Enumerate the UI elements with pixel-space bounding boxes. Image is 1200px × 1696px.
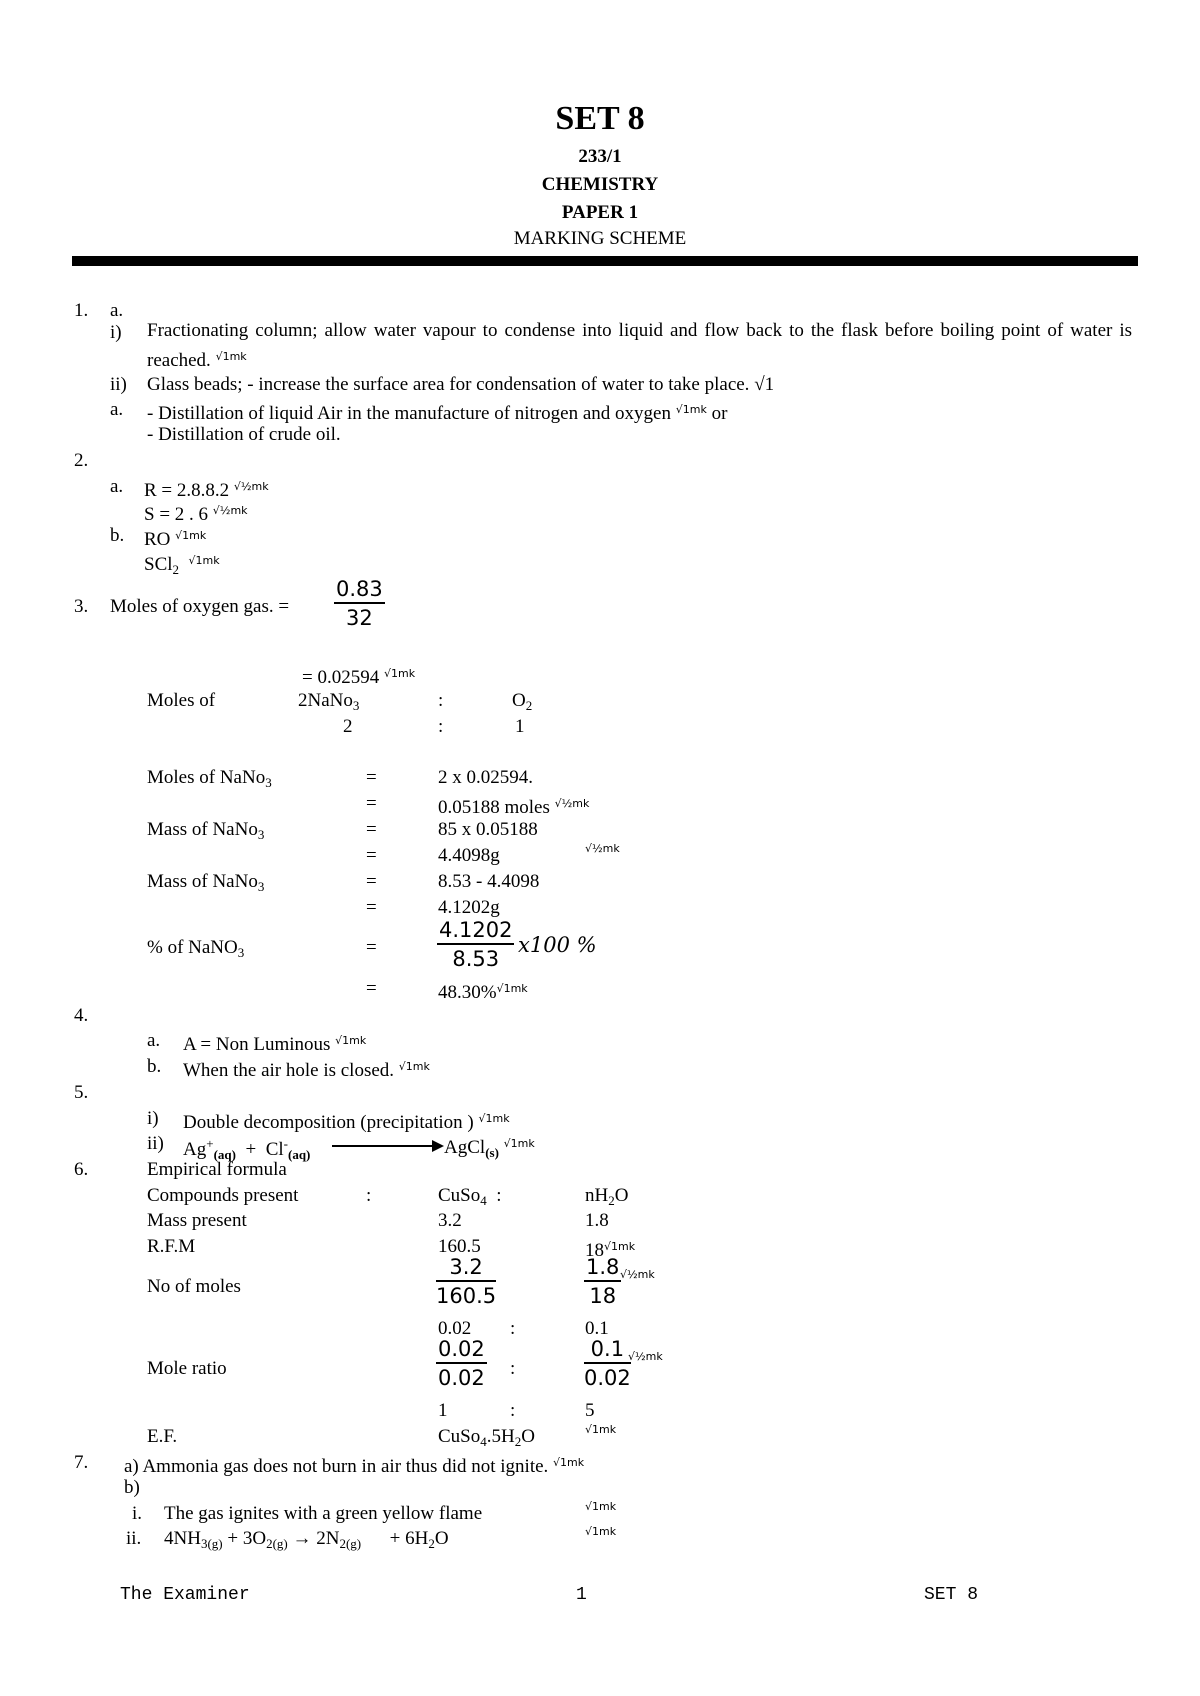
footer-page-number: 1: [576, 1585, 587, 1605]
q5-ii-label: ii): [147, 1133, 164, 1154]
check-mark: √1mk: [585, 1500, 617, 1513]
q6-r1: 160.5: [438, 1236, 481, 1257]
paper-code: 233/1: [578, 146, 622, 167]
label: Mass of NaNo: [147, 871, 258, 892]
q2-a-label: a.: [110, 476, 124, 497]
arrow-icon: →: [292, 1528, 312, 1549]
check-mark: √1mk: [335, 1034, 367, 1047]
formula: + 6H: [389, 1528, 429, 1549]
formula: + 3O: [222, 1528, 267, 1549]
header-rule: [72, 256, 1138, 266]
text: When the air hole is closed.: [183, 1060, 395, 1081]
q3-eq-8: =: [366, 978, 377, 999]
check-mark: √1mk: [215, 350, 247, 363]
paper-number: PAPER 1: [561, 202, 639, 223]
q3-eq-3: =: [366, 819, 377, 840]
q6-ratio-1: 1: [438, 1400, 448, 1421]
q7-ii-mark: [585, 1521, 616, 1547]
q6-m2: 1.8: [585, 1210, 609, 1231]
arrow-head-icon: [432, 1140, 444, 1152]
q1-ii: [147, 374, 774, 396]
superscript: -: [283, 1136, 288, 1151]
subscript: 3: [352, 698, 360, 713]
q3-v4: 4.4098g: [438, 845, 500, 866]
q3-colon-2: :: [438, 716, 444, 737]
subscript: 3: [237, 945, 245, 960]
q1-c-text: - Distillation of crude oil.: [147, 424, 341, 445]
q4-number: 4.: [74, 1005, 89, 1026]
check-mark: √½mk: [212, 504, 248, 517]
formula: CuSo: [438, 1426, 481, 1447]
subscript: 2: [525, 698, 533, 713]
q2-ro: [144, 525, 206, 551]
q1-i-text: [147, 318, 1132, 374]
subscript: 2(g): [339, 1536, 362, 1551]
subscript: 3: [265, 775, 272, 790]
formula: CuSo: [438, 1185, 481, 1206]
formula: AgCl: [444, 1137, 486, 1158]
q3-fraction: [334, 577, 385, 630]
q2-s-text: S = 2 . 6: [144, 504, 209, 525]
q3-eq-6: =: [366, 897, 377, 918]
numerator: 0.1: [584, 1337, 631, 1364]
subscript: 2: [428, 1536, 435, 1551]
q3-colon: :: [438, 690, 444, 711]
check-mark: √½mk: [554, 797, 590, 810]
q1-ii-text: Glass beads; - increase the surface area for condensation of water to take place.: [147, 374, 750, 395]
value: 0.05188 moles: [438, 797, 550, 818]
q3-eq-4: =: [366, 845, 377, 866]
check-mark: √1mk: [188, 554, 220, 567]
formula: .5H: [486, 1426, 515, 1447]
denominator: 0.02: [584, 1366, 631, 1390]
q7-ii-equation: [164, 1528, 449, 1555]
check-mark: √½mk: [628, 1350, 663, 1363]
q6-frac4: [584, 1337, 631, 1390]
q1-part-a: a.: [110, 300, 124, 321]
colon: :: [496, 1185, 502, 1206]
formula: Cl: [265, 1139, 284, 1160]
q3-mass-nano3: [147, 819, 264, 846]
q2-scl: [144, 550, 220, 581]
q7-ii-label: ii.: [126, 1528, 142, 1549]
q3-eq-5: =: [366, 871, 377, 892]
q6-ef-mark: [585, 1419, 616, 1445]
q3-v6: 4.1202g: [438, 897, 500, 918]
q6-rfm: R.F.M: [147, 1236, 196, 1257]
q7-a: [124, 1452, 584, 1478]
q1-ii-label: ii): [110, 374, 127, 395]
check-mark: √1mk: [383, 667, 416, 680]
q7-i-mark: [585, 1496, 616, 1522]
subscript: 2: [514, 1434, 522, 1449]
formula: nH: [585, 1185, 609, 1206]
q4-a: [183, 1030, 366, 1056]
q3-eq-1: =: [366, 767, 377, 788]
subscript: 3: [257, 879, 265, 894]
q6-nomoles: No of moles: [147, 1276, 241, 1297]
q7-i-label: i.: [132, 1503, 143, 1524]
subscript: 2: [172, 562, 180, 577]
subscript: (aq): [287, 1147, 311, 1162]
q3-eq-7: =: [366, 937, 377, 958]
q2-number: 2.: [74, 450, 89, 471]
check-mark: √½mk: [585, 842, 620, 855]
q5-number: 5.: [74, 1082, 89, 1103]
check-mark: √1mk: [604, 1240, 636, 1253]
q3-two: 2: [343, 716, 353, 737]
q2-b-label: b.: [110, 525, 125, 546]
q6-frac4-mark: [628, 1346, 663, 1372]
subscript: 4: [480, 1434, 487, 1449]
superscript: +: [206, 1136, 214, 1151]
subscript: 3: [257, 827, 265, 842]
formula: 2N: [311, 1528, 340, 1549]
formula: 4NH: [164, 1528, 201, 1549]
text: A = Non Luminous: [183, 1034, 331, 1055]
q6-mass: Mass present: [147, 1210, 247, 1231]
q3-pct-fraction: [437, 918, 514, 971]
q5-i-label: i): [147, 1108, 159, 1129]
q6-compounds: Compounds present: [147, 1185, 299, 1206]
set-title: SET 8: [555, 100, 645, 137]
formula: O: [512, 690, 526, 711]
value: 48.30%: [438, 982, 497, 1003]
q4-b-label: b.: [147, 1056, 162, 1077]
q2-ro-text: RO: [144, 529, 171, 550]
q1-b-text: - Distillation of liquid Air in the manufacture of nitrogen and oxygen: [147, 403, 671, 424]
q2-r: [144, 476, 269, 502]
subscript: 4: [480, 1193, 487, 1208]
q3-nano3: [298, 690, 359, 717]
q3-pct-label: [147, 937, 244, 964]
q3-v2: [438, 793, 589, 819]
q3-v1: 2 x 0.02594.: [438, 767, 533, 788]
q6-number: 6.: [74, 1159, 89, 1180]
q3-v5: 8.53 - 4.4098: [438, 871, 540, 892]
q6-frac3: [436, 1337, 487, 1390]
q3-number: 3.: [74, 596, 89, 617]
text: Double decomposition (precipitation ): [183, 1112, 474, 1133]
q6-colon-2: :: [510, 1318, 516, 1339]
q3-moles-nano3: [147, 767, 272, 794]
reaction-arrow: [332, 1145, 434, 1147]
q3-one: 1: [515, 716, 525, 737]
q2-r-text: R = 2.8.8.2: [144, 480, 230, 501]
value: 18: [585, 1240, 604, 1261]
q6-frac2: [584, 1255, 621, 1308]
q6-m1: 3.2: [438, 1210, 462, 1231]
q2-scl-text: SCl: [144, 554, 173, 575]
formula: O: [614, 1185, 629, 1206]
subscript: (s): [485, 1145, 499, 1160]
subscript: 2(g): [266, 1536, 288, 1551]
q7-i-text: The gas ignites with a green yellow flame: [164, 1503, 483, 1524]
q6-ratio-5: 5: [585, 1400, 595, 1421]
marking-scheme-title: MARKING SCHEME: [513, 228, 687, 249]
q2-s: [144, 500, 248, 526]
q6-nh2o: [585, 1185, 628, 1212]
q3-eq1: [302, 663, 415, 689]
plus: +: [245, 1139, 257, 1160]
footer-left: The Examiner: [120, 1585, 250, 1605]
text: a) Ammonia gas does not burn in air thus did not ignite.: [124, 1456, 549, 1477]
q6-cuso4: [438, 1185, 502, 1212]
q6-title: Empirical formula: [147, 1159, 287, 1180]
q6-frac2-mark: [620, 1264, 655, 1290]
q3-eq-2: =: [366, 793, 377, 814]
check-mark: √1mk: [585, 1525, 617, 1538]
q3-v7: [438, 978, 528, 1004]
q3-eq1-text: = 0.02594: [302, 667, 380, 688]
q3-v3: 85 x 0.05188: [438, 819, 538, 840]
formula: O: [434, 1528, 449, 1549]
formula: Ag: [183, 1139, 207, 1160]
numerator: 3.2: [436, 1255, 496, 1282]
numerator: 0.83: [334, 577, 385, 604]
check-mark: √1mk: [496, 982, 528, 995]
check-mark: √1mk: [503, 1137, 535, 1150]
q6-colon: :: [366, 1185, 372, 1206]
check-mark: √1: [754, 374, 775, 395]
q1-b-label: a.: [110, 399, 124, 420]
q3-moles-of: Moles of: [147, 690, 216, 711]
formula: 2NaNo: [298, 690, 353, 711]
label: Moles of NaNo: [147, 767, 266, 788]
denominator: 32: [346, 606, 373, 630]
q7-b: b): [124, 1477, 140, 1498]
q1-i-label: i): [110, 322, 122, 343]
q6-ef: E.F.: [147, 1426, 178, 1447]
q5-i: [183, 1108, 510, 1134]
q3-text: Moles of oxygen gas. =: [110, 596, 290, 617]
denominator: 18: [589, 1284, 617, 1308]
footer-right: SET 8: [924, 1585, 979, 1605]
formula: O: [521, 1426, 535, 1447]
q6-moleratio: Mole ratio: [147, 1358, 227, 1379]
q1-b: [147, 399, 727, 425]
subject: CHEMISTRY: [541, 174, 659, 195]
q1-i-body: Fractionating column; allow water vapour to condense into liquid and flow back to the flask before boiling point of water is reached.: [147, 320, 1132, 371]
label: % of NaNO: [147, 937, 238, 958]
q6-d1: 0.02: [438, 1318, 472, 1339]
q5-ii-rhs: [444, 1133, 535, 1164]
q3-mass-nano3-2: [147, 871, 264, 898]
q4-b: [183, 1056, 430, 1082]
denominator: 160.5: [436, 1284, 497, 1308]
check-mark: √1mk: [585, 1423, 617, 1436]
numerator: 0.02: [436, 1337, 487, 1364]
q4-a-label: a.: [147, 1030, 161, 1051]
q6-ef-value: [438, 1426, 535, 1453]
label: Mass of NaNo: [147, 819, 258, 840]
check-mark: √½mk: [620, 1268, 655, 1281]
check-mark: √1mk: [553, 1456, 585, 1469]
check-mark: √1mk: [175, 529, 207, 542]
check-mark: √½mk: [233, 480, 269, 493]
check-mark: √1mk: [478, 1112, 510, 1125]
q6-colon-4: :: [510, 1400, 516, 1421]
q7-number: 7.: [74, 1452, 89, 1473]
numerator: 4.1202: [437, 918, 514, 945]
q3-v4-mark: [585, 838, 620, 864]
q6-colon-3: :: [510, 1358, 516, 1379]
denominator: 8.53: [452, 947, 500, 971]
subscript: 3(g): [200, 1536, 223, 1551]
q6-d2: 0.1: [585, 1318, 609, 1339]
subscript: 2: [608, 1193, 615, 1208]
q1-number: 1.: [74, 300, 89, 321]
numerator: 1.8: [584, 1255, 621, 1282]
q1-or: or: [711, 403, 728, 424]
check-mark: √1mk: [675, 403, 707, 416]
check-mark: √1mk: [398, 1060, 430, 1073]
subscript: (aq): [213, 1147, 236, 1162]
denominator: 0.02: [438, 1366, 485, 1390]
q3-o2: [512, 690, 532, 717]
q3-pct-tail: x100 %: [518, 933, 597, 957]
q6-frac1: [436, 1255, 496, 1308]
